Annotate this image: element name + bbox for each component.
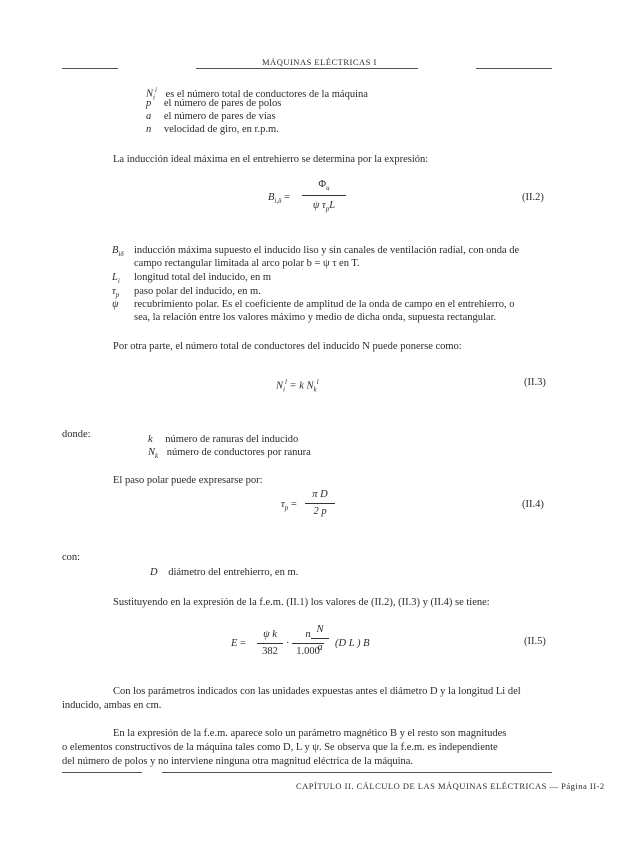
paragraph: Por otra parte, el número total de conductores del inducido N puede ponerse como: (113, 341, 462, 352)
def-symbol: $L_i$ (112, 272, 120, 286)
paragraph-line: Con los parámetros indicados con las unidades expuestas antes el diámetro D y la longitud Li del (113, 686, 521, 697)
def-symbol: N (148, 447, 156, 458)
def-symbol: ψ (112, 299, 119, 310)
def-text: paso polar del inducido, en m. (134, 286, 261, 297)
def-symbol: a (146, 111, 152, 122)
equation-numerator: $\Phi_u$ (318, 179, 330, 193)
def-text: número de conductores por ranura (166, 447, 311, 458)
equation-numerator: N (316, 624, 324, 635)
def-text: campo rectangular limitada al arco polar b = ψ τ en T. (134, 258, 360, 269)
equation-denominator: a (317, 642, 323, 653)
fraction-line (257, 643, 283, 644)
def-text: es el número total de conductores de la máquina (165, 88, 368, 100)
def-text: velocidad de giro, en r.p.m. (163, 124, 279, 135)
def-text: número de ranuras del inducido (165, 434, 299, 445)
def-symbol: D (150, 567, 158, 578)
equation-lhs: $B_{i,\delta}$ = (268, 192, 290, 206)
equation-numerator: n (305, 629, 311, 640)
def-symbol: N (146, 88, 154, 100)
paragraph-line: inducido, ambas en cm. (62, 700, 162, 711)
equation-denominator: 382 (262, 646, 278, 657)
paragraph-line: del número de polos y no interviene ninguna otra magnitud eléctrica de la máquina. (62, 756, 414, 767)
def-row (146, 110, 276, 123)
def-text: el número de pares de polos (163, 98, 282, 109)
equation-number: (II.3) (524, 377, 546, 388)
def-text: sea, la relación entre los valores máximo y medio de dicha onda, supuesta rectangular. (134, 312, 497, 323)
def-row: $N_k$ número de conductores por ranura (148, 447, 311, 461)
header-rule-right (476, 68, 552, 69)
def-text: recubrimiento polar. Es el coeficiente de amplitud de la onda de campo en el entrehierro, o (134, 299, 515, 310)
equation-lhs: $\tau_p$ = (281, 499, 297, 513)
fraction-line (305, 503, 335, 504)
equation-number: (II.2) (522, 192, 544, 203)
equation-tail: (D L ) B (335, 638, 370, 649)
def-row (146, 97, 281, 110)
equation-denominator: 2 p (313, 506, 327, 517)
paragraph-line: o elementos constructivos de la máquina tales como D, L y ψ. Se observa que la f.e.m. es independiente (62, 742, 498, 753)
def-symbol: $\tau_p$ (112, 286, 120, 300)
def-text: el número de pares de vías (163, 111, 276, 122)
def-row (150, 566, 298, 579)
paragraph: El paso polar puede expresarse por: (113, 475, 263, 486)
equation-number: (II.4) (522, 499, 544, 510)
fraction-line (302, 195, 346, 196)
def-text: diámetro del entrehierro, en m. (168, 567, 299, 578)
def-text: inducción máxima supuesto el inducido liso y sin canales de ventilación radial, con onda de (134, 245, 520, 256)
def-text: longitud total del inducido, en m (134, 272, 272, 283)
footer-text: CAPÍTULO II. CÁLCULO DE LAS MÁQUINAS ELÉCTRICAS — Página II-2 (296, 781, 605, 791)
equation-body: $N_i^l = k$ $N_k^l$ (276, 378, 319, 394)
equation-numerator: π D (312, 489, 328, 500)
equation-number: (II.5) (524, 636, 546, 647)
def-symbol: p (146, 98, 152, 109)
header-rule-left (62, 68, 118, 69)
paragraph: La inducción ideal máxima en el entrehierro se determina por la expresión: (113, 154, 429, 165)
def-symbol: $B_{i\delta}$ (112, 245, 124, 259)
def-row (148, 433, 298, 446)
def-row (146, 123, 279, 136)
paragraph: Sustituyendo en la expresión de la f.e.m. (II.1) los valores de (II.2), (II.3) y (II.4) se tiene: (113, 597, 490, 608)
equation-lhs: E = (231, 638, 246, 649)
equation-numerator: ψ k (263, 629, 277, 640)
fraction-line (311, 638, 329, 639)
footer-rule-left (62, 772, 142, 773)
def-symbol: n (146, 124, 152, 135)
header-title: MÁQUINAS ELÉCTRICAS I (262, 57, 377, 67)
def-symbol: k (148, 434, 153, 445)
equation-denominator: 1.000 (296, 646, 320, 657)
footer-rule-right (162, 772, 552, 773)
def-row: $N_i^i$ es el número total de conductores de la máquina (146, 86, 368, 102)
paragraph-line: En la expresión de la f.e.m. aparece solo un parámetro magnético B y el resto son magnitudes (113, 728, 507, 739)
equation-denominator: ψ $\tau_pL$ (312, 200, 336, 214)
donde-label: donde: (62, 429, 91, 440)
con-label: con: (62, 552, 81, 563)
